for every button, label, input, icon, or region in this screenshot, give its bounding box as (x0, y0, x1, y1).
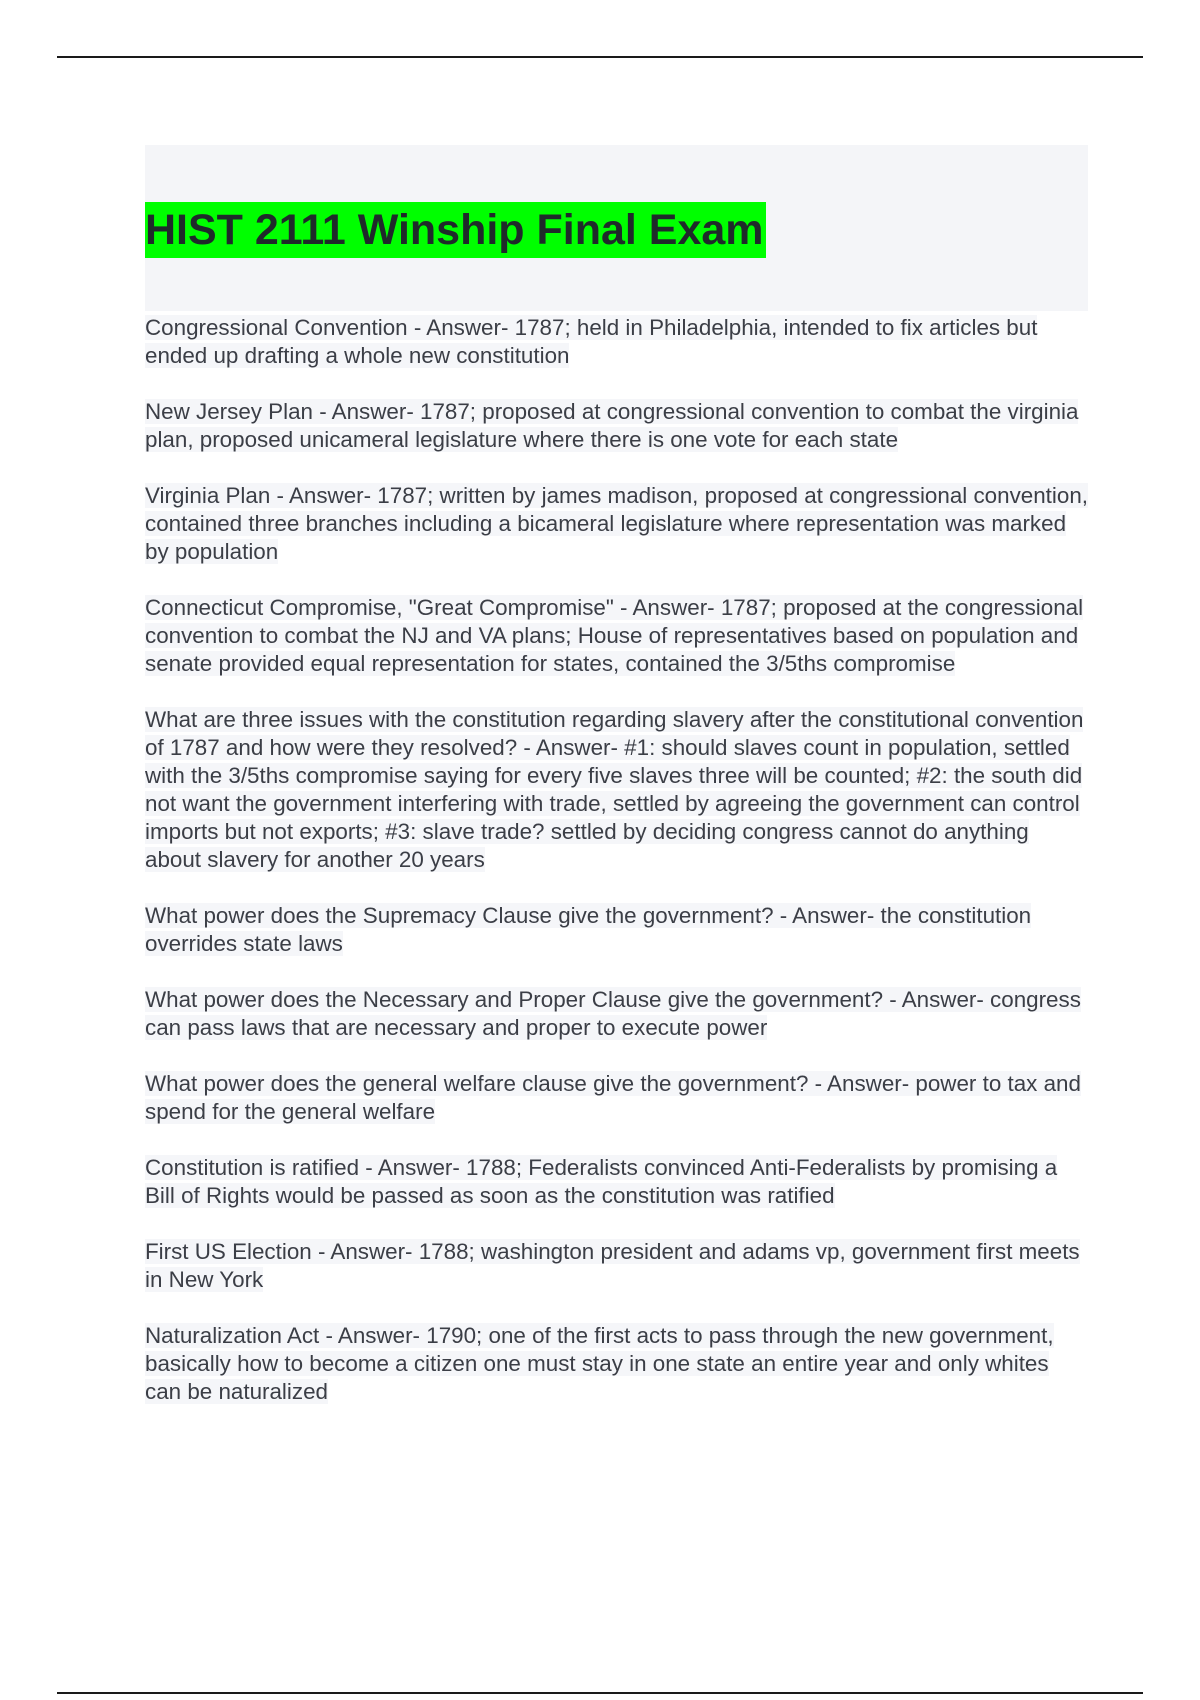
top-rule (57, 56, 1143, 58)
qa-entry (145, 706, 1088, 874)
qa-entry (145, 594, 1088, 678)
qa-entry (145, 1238, 1088, 1294)
qa-entry-text: What power does the Supremacy Clause give the government? - Answer- the constitution overrides state laws (145, 903, 1032, 956)
qa-entry (145, 482, 1088, 566)
qa-entry-text: First US Election - Answer- 1788; washington president and adams vp, government first meets in New York (145, 1239, 1080, 1292)
title-band (145, 145, 1088, 311)
qa-entry (145, 1154, 1088, 1210)
bottom-rule (57, 1692, 1143, 1694)
document-title: HIST 2111 Winship Final Exam (145, 202, 766, 258)
qa-entry (145, 398, 1088, 454)
qa-entry-text: Constitution is ratified - Answer- 1788; Federalists convinced Anti-Federalists by promising a Bill of Rights would be passed as soon as the constitution was ratified (145, 1155, 1058, 1208)
qa-entry-text: What power does the general welfare clause give the government? - Answer- power to tax and spend for the general welfare (145, 1071, 1081, 1124)
qa-entry (145, 314, 1088, 370)
qa-entry-text: Congressional Convention - Answer- 1787; held in Philadelphia, intended to fix articles but ended up drafting a whole new constitution (145, 315, 1038, 368)
qa-list (145, 314, 1088, 1406)
qa-entry-text: What are three issues with the constitution regarding slavery after the constitutional convention of 1787 and how were they resolved? - Answer- #1: should slaves count in population, settled with the 3/5ths compromise saying for every five slaves three will be counted; #2: the south did not want the government interfering with trade, settled by agreeing the government can control imports but not exports; #3: slave trade? settled by deciding congress cannot do anything about slavery for another 20 years (145, 707, 1084, 872)
qa-entry-text: What power does the Necessary and Proper Clause give the government? - Answer- congress can pass laws that are necessary and proper to execute power (145, 987, 1081, 1040)
document-body (145, 145, 1088, 1434)
qa-entry (145, 986, 1088, 1042)
qa-entry-text: Virginia Plan - Answer- 1787; written by james madison, proposed at congressional convention, contained three branches including a bicameral legislature where representation was marked by population (145, 483, 1088, 564)
qa-entry (145, 1070, 1088, 1126)
qa-entry (145, 902, 1088, 958)
qa-entry-text: New Jersey Plan - Answer- 1787; proposed at congressional convention to combat the virginia plan, proposed unicameral legislature where there is one vote for each state (145, 399, 1079, 452)
qa-entry-text: Connecticut Compromise, "Great Compromise" - Answer- 1787; proposed at the congressional convention to combat the NJ and VA plans; House of representatives based on population and senate provided equal representation for states, contained the 3/5ths compromise (145, 595, 1084, 676)
qa-entry (145, 1322, 1088, 1406)
qa-entry-text: Naturalization Act - Answer- 1790; one of the first acts to pass through the new government, basically how to become a citizen one must stay in one state an entire year and only whites can be naturalized (145, 1323, 1054, 1404)
